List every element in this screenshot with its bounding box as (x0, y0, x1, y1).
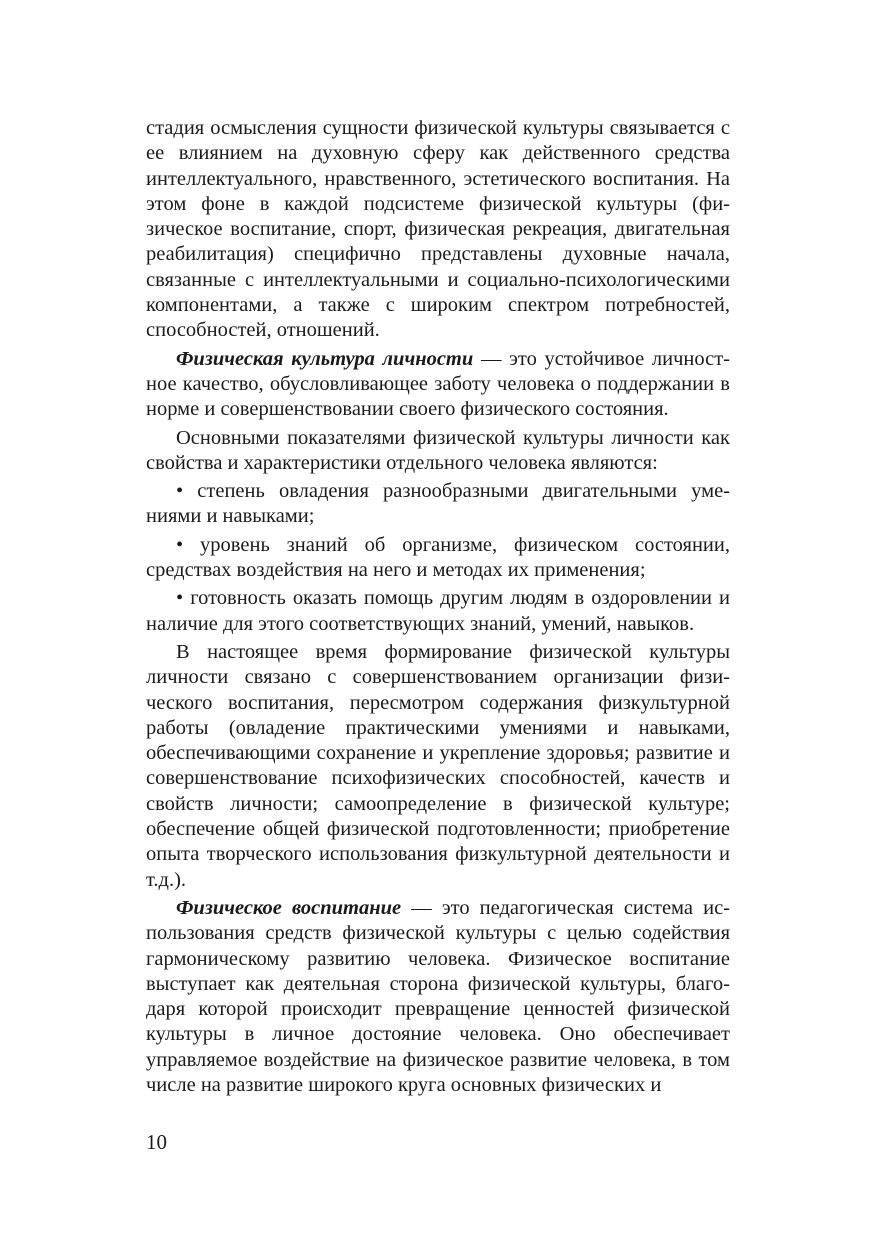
term-personal-physical-culture: Физическая культура личности (176, 347, 474, 370)
list-item: • уровень знаний об организме, физическом состоянии, средствах воздействия на него и методах их применения; (146, 533, 730, 582)
term-physical-education: Физическое воспитание (176, 896, 402, 919)
paragraph-definition-physical-education (146, 896, 730, 1098)
paragraph-definition-personal-culture (146, 347, 730, 423)
paragraph-indicators: Основными показателями физической культуры личности как свойства и характеристики отдельного человека являются: (146, 426, 730, 474)
definition-text: — это педагогическая система использования средств физической культуры с целью содействия гармоническому развитию человека. Физическое воспитание выступает как деятельная сторона физической культуры, благодаря которой происходит превращение ценностей физической культуры в личное достояние человека. Оно обеспечивает управляемое воздействие на физическое развитие человека, в том числе на развитие широкого круга основных физических и (146, 896, 730, 1096)
definition-text: — это устойчивое личностное качество, обусловливающее заботу человека о поддержании в норме и совершенствовании своего физического состояния. (146, 347, 730, 421)
paragraph-1: стадия осмысления сущности физической культуры связывается с ее влиянием на духовную сферу как действенного средства интеллектуального, нравственного, эстетического воспитания. На этом фоне в каждой подсистеме физической культуры (физическое воспитание, спорт, физическая рекреация, двигательная реабилитация) специфично представлены духовные начала, связанные с интеллектуальными и социально-психологическими компонентами, а также с широким спектром потребностей, способностей, отношений. (146, 117, 730, 342)
page-body (146, 116, 730, 1098)
paragraph-formation: В настоящее время формирование физической культуры личности связано с совершенствованием организации физического воспитания, пересмотром содержания физкультурной работы (овладение практическими умениями и навыками, обеспечивающими сохранение и укрепление здоровья; развитие и совершенствование психофизических способностей, качеств и свойств личности; самоопределение в физической культуре; обеспечение общей физической подготовленности; приобретение опыта творческого использования физкультурной деятельности и т.д.). (146, 640, 730, 891)
list-item: • степень овладения разнообразными двигательными умениями и навыками; (146, 480, 730, 528)
page-number: 10 (146, 1130, 167, 1154)
list-item: • готовность оказать помощь другим людям в оздоровлении и наличие для этого соответствующих знаний, умений, навыков. (146, 587, 730, 635)
